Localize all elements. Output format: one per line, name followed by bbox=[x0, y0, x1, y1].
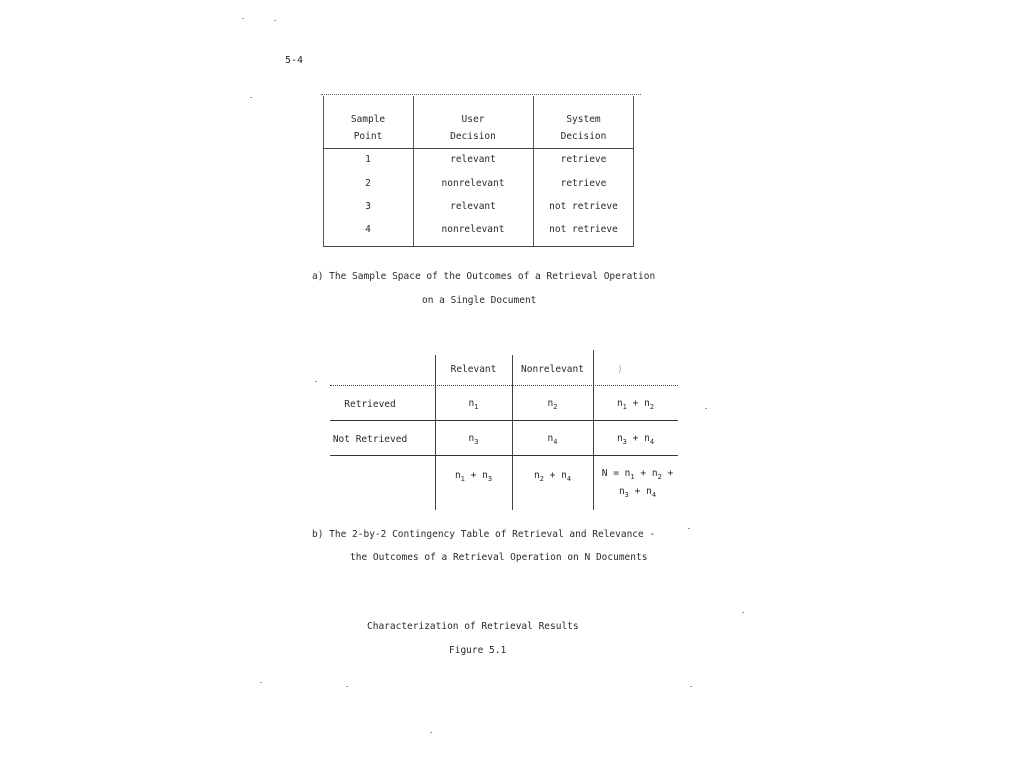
user-decision: relevant bbox=[450, 201, 496, 212]
header-system-line2: Decision bbox=[560, 131, 607, 142]
header-divider bbox=[323, 148, 634, 149]
cell-row1-total: $n_1 + n_2$ bbox=[616, 398, 655, 411]
scan-speck bbox=[705, 408, 707, 409]
cell-grand-total-line1: $N = n_1 + n_2$ + bbox=[601, 468, 674, 481]
system-decision: retrieve bbox=[560, 178, 607, 189]
col-header-relevant: Relevant bbox=[450, 364, 497, 375]
header-system-line1: System bbox=[566, 114, 601, 125]
caption-b-line2: the Outcomes of a Retrieval Operation on N Documents bbox=[350, 552, 648, 563]
col-header-total: ) bbox=[617, 364, 623, 375]
system-decision: retrieve bbox=[560, 154, 607, 165]
header-sample-line1: Sample bbox=[350, 114, 386, 125]
caption-a-line2: on a Single Document bbox=[422, 295, 537, 306]
cell-col1-total: $n_1 + n_3$ bbox=[454, 470, 493, 483]
cell-n2: $n_2$ bbox=[547, 398, 558, 411]
scan-speck bbox=[430, 732, 432, 733]
figure-label: Figure 5.1 bbox=[449, 645, 507, 656]
scan-speck bbox=[274, 20, 276, 21]
row-label-not-retrieved: Not Retrieved bbox=[332, 434, 408, 445]
cell-n4: $n_4$ bbox=[547, 433, 558, 446]
table-bottom-border bbox=[323, 246, 634, 247]
header-divider bbox=[330, 385, 678, 386]
scan-speck bbox=[250, 97, 252, 98]
caption-a-line1: a) The Sample Space of the Outcomes of a Retrieval Operation bbox=[312, 271, 656, 282]
scan-speck bbox=[688, 528, 690, 529]
scan-speck bbox=[242, 18, 244, 19]
system-decision: not retrieve bbox=[549, 201, 618, 212]
row-label-retrieved: Retrieved bbox=[344, 399, 396, 410]
sample-space-table bbox=[323, 96, 634, 246]
user-decision: relevant bbox=[450, 154, 496, 165]
system-decision: not retrieve bbox=[549, 224, 618, 235]
row-divider bbox=[330, 420, 678, 421]
header-sample-line2: Point bbox=[353, 131, 383, 142]
cell-n3: $n_3$ bbox=[468, 433, 479, 446]
cell-grand-total-line2: $n_3 + n_4$ bbox=[618, 486, 657, 499]
sample-point: 3 bbox=[365, 201, 371, 212]
page-number: 5-4 bbox=[285, 55, 304, 66]
row-divider bbox=[330, 455, 678, 456]
user-decision: nonrelevant bbox=[441, 224, 505, 235]
header-user-line2: Decision bbox=[450, 131, 496, 142]
header-user-line1: User bbox=[461, 114, 485, 125]
scan-speck bbox=[260, 682, 262, 683]
figure-title: Characterization of Retrieval Results bbox=[367, 621, 579, 632]
cell-row2-total: $n_3 + n_4$ bbox=[616, 433, 655, 446]
scan-speck bbox=[742, 612, 744, 613]
cell-n1: $n_1$ bbox=[468, 398, 479, 411]
contingency-table bbox=[330, 350, 682, 510]
scan-speck bbox=[315, 381, 317, 382]
cell-col2-total: $n_2 + n_4$ bbox=[533, 470, 572, 483]
sample-point: 4 bbox=[365, 224, 371, 235]
scan-speck bbox=[346, 686, 348, 687]
sample-point: 2 bbox=[365, 178, 371, 189]
sample-point: 1 bbox=[365, 154, 371, 165]
user-decision: nonrelevant bbox=[441, 178, 505, 189]
table-top-dotted-border bbox=[321, 94, 641, 95]
col-header-nonrelevant: Nonrelevant bbox=[521, 364, 584, 375]
scan-speck bbox=[690, 686, 692, 687]
caption-b-line1: b) The 2-by-2 Contingency Table of Retrieval and Relevance - bbox=[312, 529, 656, 540]
